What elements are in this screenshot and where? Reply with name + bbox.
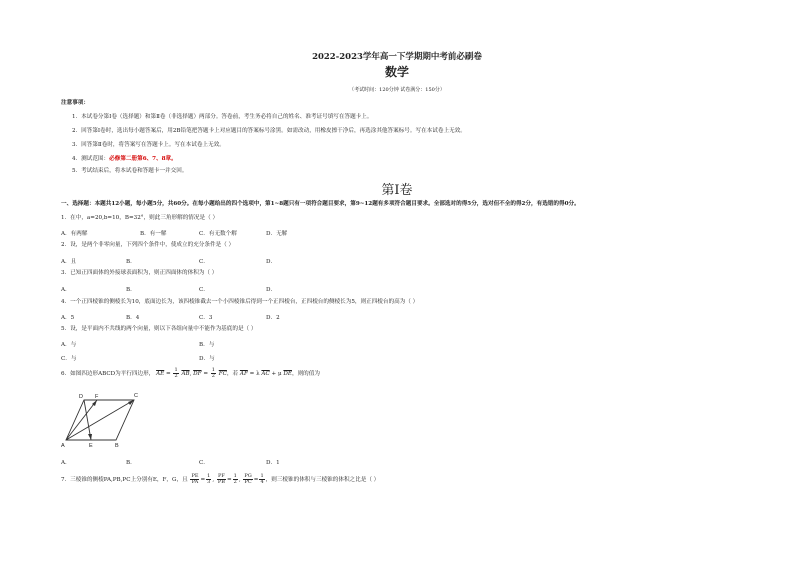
notice-item-3: 3．回答第Ⅱ卷时，将答案写在答题卡上。写在本试卷上无效。 (72, 142, 225, 148)
q4-option-a: A．5 (61, 315, 75, 321)
notice-item-2: 2．回答第Ⅰ卷时，选出每小题答案后，用2B铅笔把答题卡上对应题目的答案标号涂黑。如需改动，用橡皮擦干净后，再选涂其他答案标号。写在本试卷上无效。 (72, 128, 466, 134)
notice-item-1: 1．本试卷分第Ⅰ卷（选择题）和第Ⅱ卷（非选择题）两部分。答卷前，考生务必将自己的姓名、准考证号填写在答题卡上。 (72, 114, 373, 120)
notice-item-4 (72, 156, 177, 163)
q2-option-b: B． (126, 259, 136, 265)
notice-heading: 注意事项： (61, 100, 89, 106)
question-2-stem: 2．设，是两个非零向量，下列四个条件中，使成立的充分条件是（ ） (61, 242, 235, 248)
subject-title: 数学 (384, 65, 409, 79)
q5-option-c: C．与 (61, 356, 77, 362)
vector-de: $\overline{DE}$ (283, 371, 292, 377)
q4-option-c: C．3 (199, 315, 213, 321)
label-e: E (89, 443, 93, 449)
notice-item-4-prefix: 4．测试范围： (72, 156, 110, 162)
q1-option-b: B．有一解 (140, 231, 167, 237)
vector-df: $\overline{DF}$ (193, 371, 202, 377)
vector-af: $\overline{AF}$ (239, 371, 248, 377)
volume-title: 第Ⅰ卷 (381, 183, 413, 198)
arrowhead-de (88, 434, 92, 440)
q1-option-c: C．有无数个解 (199, 231, 237, 237)
label-b: B (115, 443, 119, 449)
q5-option-d: D．与 (199, 356, 215, 362)
question-5-stem: 5．设，是平面内不共线的两个向量，则以下各组向量中不能作为基底的是（ ） (61, 326, 257, 332)
q3-option-a: A． (61, 287, 71, 293)
q7-ratio-pg-pc: $\frac{PG}{PC}$ (244, 473, 252, 485)
q2-option-c: C． (199, 259, 209, 265)
vector-ac: $\overline{AC}$ (261, 371, 270, 377)
paper-title: 2022-2023学年高一下学期期中考前必刷卷 (312, 52, 482, 62)
q5-option-a: A．与 (61, 342, 77, 348)
question-6-stem: 6．如图四边形ABCD为平行四边形， $\overline{AE}$ = $\frac{1}{2}$ $\overline{AB}$, $\overline{DF}$ = $\frac{1}{2}$ $\overline{FC}$，若 $\overline{AF} = \lambda$ $\overline{AC} + \mu$ $\overline{DE}$，则的值为 (61, 367, 320, 379)
diagonal-ac (66, 400, 134, 440)
question-3-stem: 3．已知正四面体的外接球表面积为，则正四面体的体积为（ ） (61, 270, 218, 276)
vector-ab: $\overline{AB}$ (181, 371, 190, 377)
q5-option-b: B．与 (199, 342, 215, 348)
q1-option-a: A．有两解 (61, 231, 88, 237)
q1-option-d: D．无解 (266, 231, 288, 237)
q3-option-b: B． (126, 287, 136, 293)
q2-option-d: D． (266, 259, 277, 265)
notice-item-5: 5．考试结束后，将本试卷和答题卡一并交回。 (72, 168, 188, 174)
q7-ratio-pf-pb: $\frac{PF}{PB}$ (217, 473, 225, 485)
q2-option-a: A．且 (61, 259, 77, 265)
q6-fraction-1: $\frac{1}{2}$ (174, 367, 178, 379)
q3-option-d: D． (266, 287, 277, 293)
q6-option-c: C． (199, 460, 209, 466)
label-d: D (79, 394, 83, 400)
vector-fc: $\overline{FC}$ (218, 371, 227, 377)
parallelogram-figure (58, 388, 142, 450)
q4-option-d: D．2 (266, 315, 280, 321)
q4-option-b: B．4 (126, 315, 140, 321)
q7-ratio-pe-pa: $\frac{PE}{PA}$ (191, 473, 199, 485)
exam-meta: （考试时间：120分钟 试卷满分：150分） (349, 87, 445, 93)
label-c: C (134, 393, 138, 399)
section-intro: 一、选择题：本题共12小题，每小题5分，共60分。在每小题给出的四个选项中，第1~8题只有一项符合题目要求，第9~12题有多项符合题目要求。全部选对的得5分，选对但不全的得2分，有选错的得0分。 (61, 201, 580, 207)
test-range: 必修第二册第6、7、8章。 (109, 156, 177, 162)
question-1-stem: 1．在中，a=20,b=10，B=32°，则此三角形解的情况是（ ） (61, 215, 219, 221)
vector-ae: $\overline{AE}$ (156, 371, 165, 377)
q6-fraction-2: $\frac{1}{2}$ (211, 367, 215, 379)
q7-fraction-3: $\frac{1}{4}$ (260, 473, 264, 485)
q7-fraction-1: $\frac{1}{3}$ (207, 473, 211, 485)
q6-option-b: B． (126, 460, 136, 466)
label-a: A (61, 443, 65, 449)
label-f: F (95, 394, 99, 400)
q7-fraction-2: $\frac{1}{2}$ (233, 473, 237, 485)
question-7-stem: 7．三棱锥的侧棱PA,PB,PC上分别有E，F，G，且 $\frac{PE}{PA}$ = $\frac{1}{3}$ , $\frac{PF}{PB}$ = $\frac{1}{2}$ , $\frac{PG}{PC}$ = $\frac{1}{4}$ ，则三棱锥的体积与三棱锥的体积之比是（ ） (61, 473, 380, 485)
question-4-stem: 4．一个正四棱锥的侧棱长为10，底面边长为，该四棱锥截去一个小四棱锥后得到一个正四棱台，正四棱台的侧棱长为5，则正四棱台的高为（ ） (61, 299, 419, 305)
q3-option-c: C． (199, 287, 209, 293)
q6-option-a: A． (61, 460, 71, 466)
q6-option-d: D．1 (266, 460, 280, 466)
